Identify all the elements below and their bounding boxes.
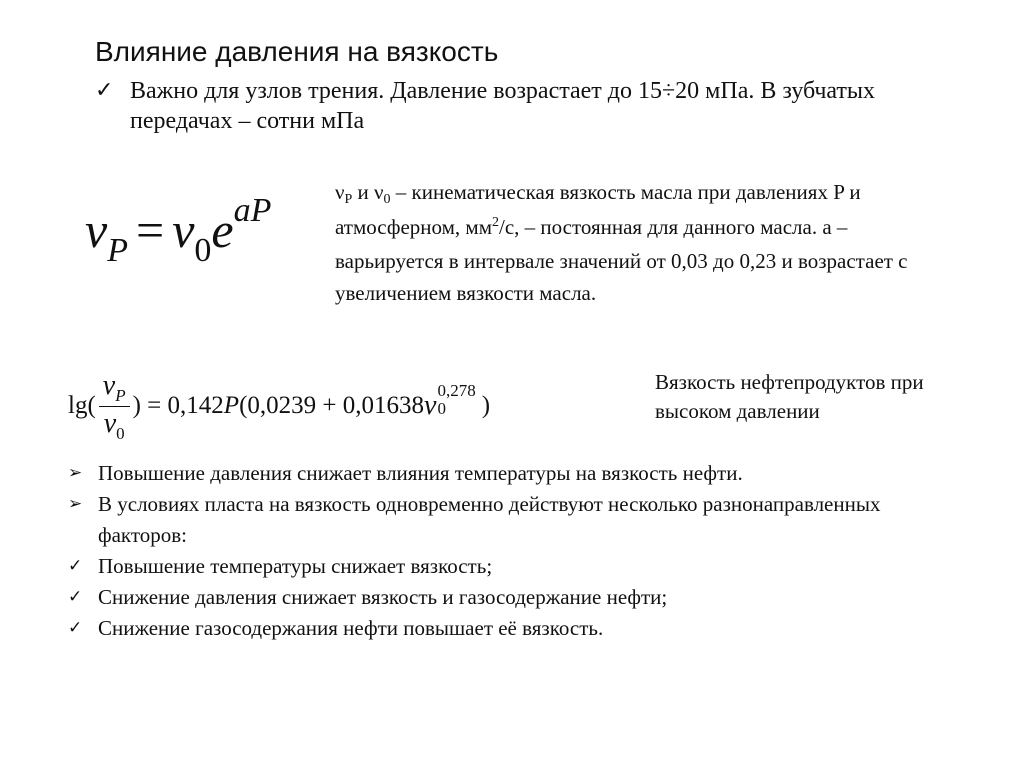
list-item bbox=[68, 613, 968, 644]
viscosity-pressure-formula bbox=[85, 192, 272, 269]
note1-sub-p: P bbox=[344, 192, 353, 207]
formula2-num-sub: P bbox=[115, 385, 126, 405]
formula1-sub-p: P bbox=[107, 232, 128, 269]
checkmark-icon: ✓ bbox=[68, 587, 83, 607]
checkmark-icon: ✓ bbox=[95, 78, 114, 103]
formula2-denominator bbox=[100, 407, 129, 442]
formula2-numerator bbox=[99, 371, 130, 406]
note1-and: и bbox=[352, 180, 375, 204]
bullet-list bbox=[68, 458, 968, 644]
formula2-exponent: 0,278 bbox=[437, 381, 476, 400]
formula2-mid: (0,0239 + 0,01638 bbox=[239, 392, 425, 419]
lead-paragraph bbox=[95, 76, 965, 136]
formula2-num-nu: ν bbox=[102, 369, 116, 401]
formula2-lg: lg( bbox=[68, 392, 96, 419]
formula2-caption: Вязкость нефтепродуктов при высоком давлении bbox=[655, 370, 924, 423]
checkmark-icon: ✓ bbox=[68, 556, 83, 576]
note1-text-1: – кинематическая вязкость масла при давлениях P и атмосферном, мм bbox=[335, 180, 861, 239]
list-item bbox=[68, 489, 968, 551]
list-item bbox=[68, 582, 968, 613]
lead-text: Важно для узлов трения. Давление возрастает до 15÷20 мПа. В зубчатых передачах – сотни мПа bbox=[130, 78, 876, 134]
formula2-end: ) bbox=[481, 392, 491, 419]
formula2-subscript: 0 bbox=[437, 399, 446, 418]
note1-text-2: /с, – постоянная для данного масла. a – варьируется в интервале значений от 0,03 до 0,23 и возрастает с увеличением вязкости масла. bbox=[335, 214, 908, 305]
arrow-bullet-icon: ➢ bbox=[68, 494, 83, 514]
list-item bbox=[68, 551, 968, 582]
formula2-den-sub: 0 bbox=[116, 423, 125, 443]
formula2-nu: ν bbox=[424, 390, 437, 421]
formula2-p: P bbox=[223, 392, 240, 419]
formula2-coef: ) = 0,142 bbox=[132, 392, 224, 419]
list-item-text: Повышение температуры снижает вязкость; bbox=[98, 554, 493, 578]
slide-title: Влияние давления на вязкость bbox=[95, 36, 499, 67]
arrow-bullet-icon: ➢ bbox=[68, 463, 83, 483]
formula1-nu: ν bbox=[85, 202, 108, 258]
note1-superscript: 2 bbox=[491, 214, 499, 230]
list-item bbox=[68, 458, 968, 489]
formula1-nu0: ν bbox=[172, 202, 195, 258]
list-item-text: Снижение газосодержания нефти повышает её вязкость. bbox=[98, 616, 604, 640]
list-item-text: Снижение давления снижает вязкость и газосодержание нефти; bbox=[98, 585, 668, 609]
formula2-den-nu: ν bbox=[103, 407, 117, 439]
list-item-text: В условиях пласта на вязкость одновременно действуют несколько разнонаправленных факторов: bbox=[98, 492, 881, 547]
formula1-explanation bbox=[335, 177, 955, 309]
note1-sub-0: 0 bbox=[383, 192, 391, 207]
formula1-e: e bbox=[211, 202, 234, 258]
formula1-equals: = bbox=[135, 202, 165, 258]
formula1-sub-0: 0 bbox=[194, 232, 212, 269]
note1-nu-0: ν bbox=[374, 180, 384, 204]
formula1-exponent: aP bbox=[233, 192, 272, 229]
petroleum-viscosity-formula bbox=[68, 366, 490, 446]
list-item-text: Повышение давления снижает влияния температуры на вязкость нефти. bbox=[98, 461, 743, 485]
note1-nu-p: ν bbox=[335, 180, 345, 204]
checkmark-icon: ✓ bbox=[68, 618, 83, 638]
formula2-exp-stack bbox=[437, 382, 475, 418]
formula2-fraction bbox=[99, 371, 130, 442]
